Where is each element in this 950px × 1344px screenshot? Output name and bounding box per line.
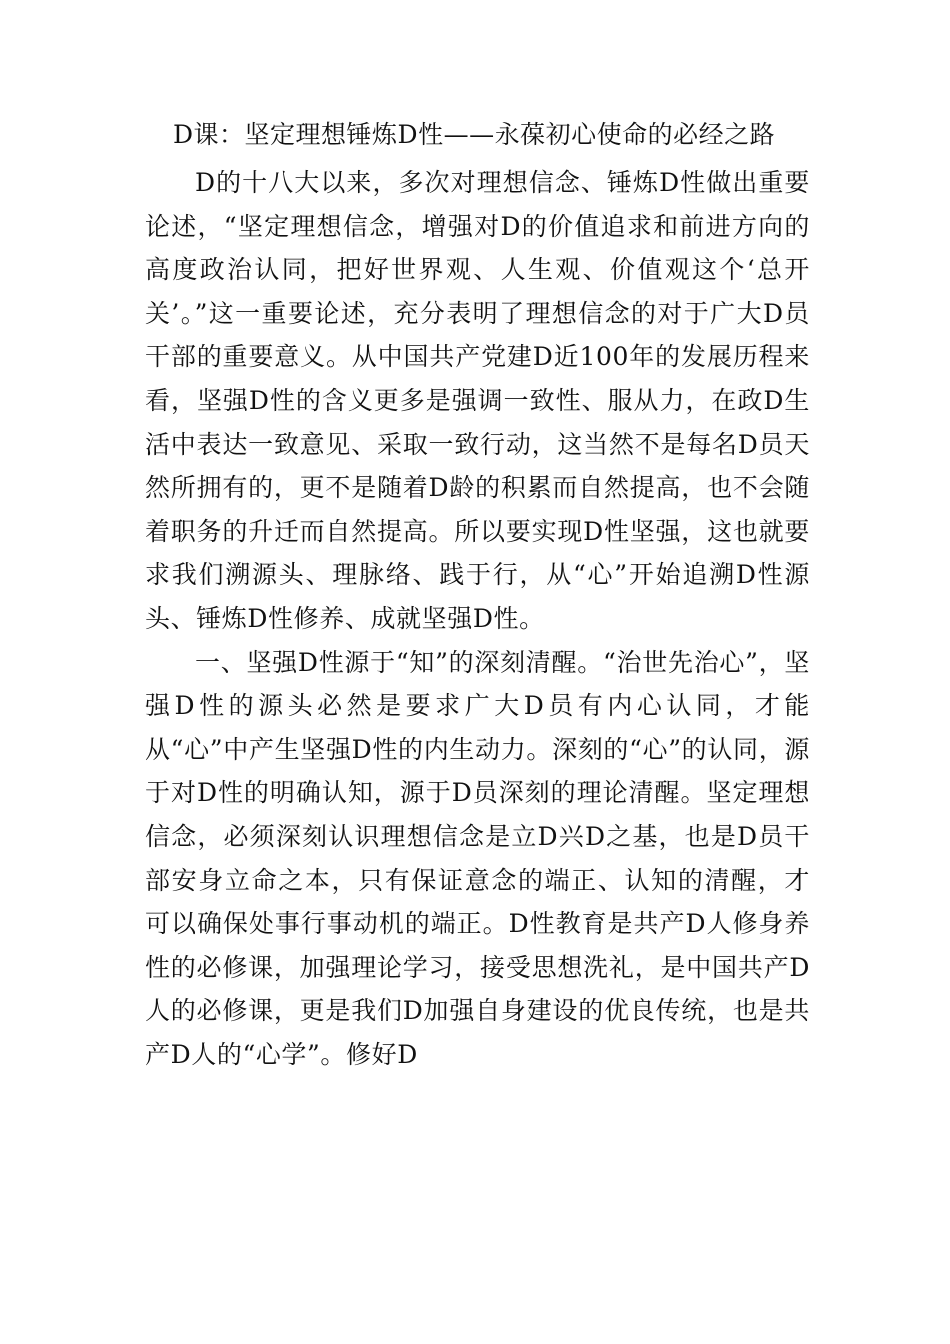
paragraph-section-one: 一、坚强D性源于“知”的深刻清醒。“治世先治心”，坚强D性的源头必然是要求广大D员有内心认同，才能从“心”中产生坚强D性的内生动力。深刻的“心”的认同，源于对D性的明确认知，源于D员深刻的理论清醒。坚定理想信念，必须深刻认识理想信念是立D兴D之基，也是D员干部安身立命之本，只有保证意念的端正、认知的清醒，才可以确保处事行事动机的端正。D性教育是共产D人修身养性的必修课，加强理论学习，接受思想洗礼，是中国共产D人的必修课，更是我们D加强自身建设的优良传统，也是共产D人的“心学”。修好D — [145, 647, 810, 1069]
document-title: D课：坚定理想锤炼D性——永葆初心使命的必经之路 — [173, 120, 776, 149]
document-page — [145, 118, 810, 1076]
paragraph-introduction: D的十八大以来，多次对理想信念、锤炼D性做出重要论述，“坚定理想信念，增强对D的价值追求和前进方向的高度政治认同，把好世界观、人生观、价值观这个‘总开关’。”这一重要论述，充分表明了理想信念的对于广大D员干部的重要意义。从中国共产党建D近100年的发展历程来看，坚强D性的含义更多是强调一致性、服从力，在政D生活中表达一致意见、采取一致行动，这当然不是每名D员天然所拥有的，更不是随着D龄的积累而自然提高，也不会随着职务的升迁而自然提高。所以要实现D性坚强，这也就要求我们溯源头、理脉络、践于行，从“心”开始追溯D性源头、锤炼D性修养、成就坚强D性。 — [145, 168, 810, 633]
